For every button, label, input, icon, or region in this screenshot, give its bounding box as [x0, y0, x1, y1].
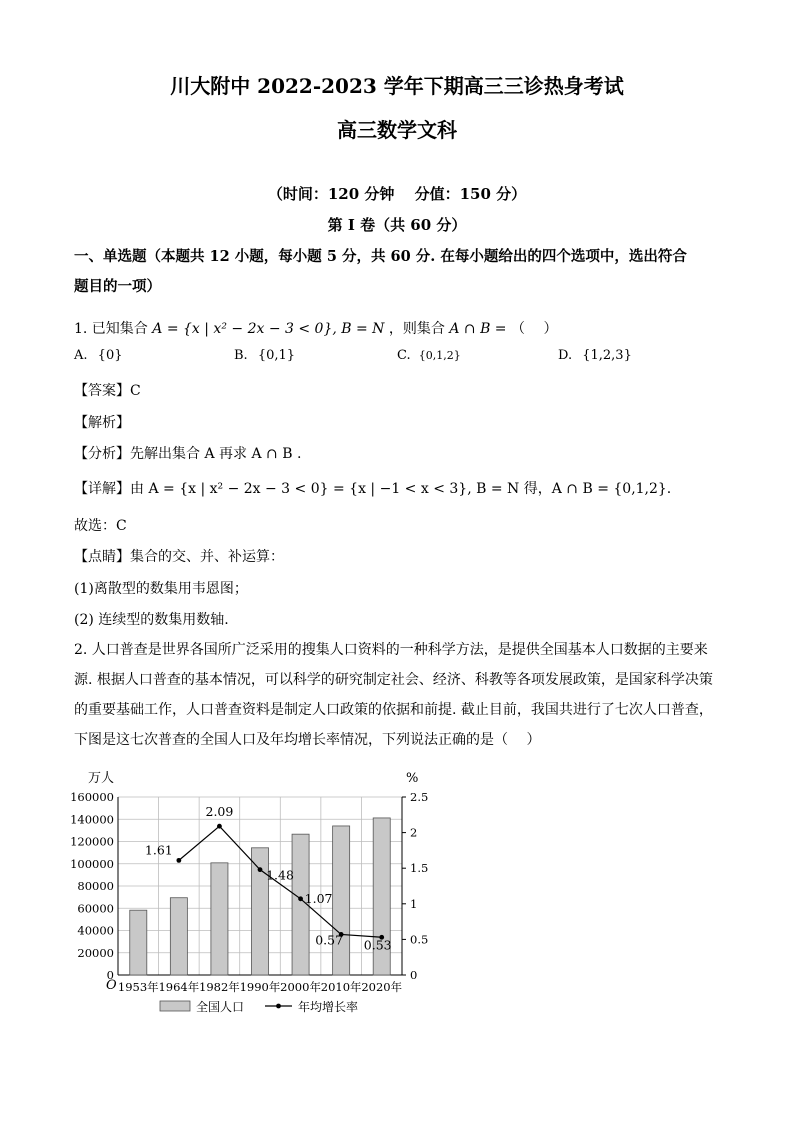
growth-rate-point: [298, 896, 303, 901]
q1-option-a: [74, 348, 123, 363]
option-value: {0,1,2}: [418, 349, 461, 362]
option-label: C.: [397, 348, 411, 363]
q1-fenxi-line: [74, 443, 301, 463]
left-tick-label: 140000: [70, 812, 114, 827]
category-label: 1982年: [199, 980, 240, 994]
category-label: 1990年: [239, 980, 281, 994]
detail-text: 由 A = {x | x² − 2x − 3 < 0} = {x | −1 < x < 3}, B = N 得，A ∩ B = {0,1,2}.: [130, 481, 672, 497]
growth-rate-label: 1.61: [144, 842, 173, 858]
population-bar: [333, 826, 350, 975]
right-tick-label: 0.5: [410, 932, 429, 947]
q1-option-c: [397, 348, 461, 363]
population-bar: [211, 863, 228, 975]
left-tick-label: 160000: [70, 790, 114, 804]
growth-rate-label: 2.09: [205, 804, 234, 820]
fenxi-text: 先解出集合 A 再求 A ∩ B .: [130, 446, 302, 462]
comment-tag: 【点睛】: [74, 549, 130, 565]
q1-target-expression: A ∩ B =: [449, 321, 507, 337]
growth-rate-point: [176, 858, 181, 863]
fenxi-tag: 【分析】: [74, 446, 130, 462]
option-label: B.: [234, 348, 248, 363]
q1-comment-line: [74, 546, 284, 566]
growth-rate-label: 1.07: [304, 890, 333, 906]
growth-rate-point: [217, 824, 222, 829]
right-tick-label: 1.5: [410, 861, 429, 876]
left-tick-label: 80000: [77, 879, 114, 893]
category-label: 2000年: [280, 980, 321, 994]
right-tick-label: 2: [410, 825, 418, 840]
volume-heading: 第 I 卷（共 60 分）: [327, 216, 467, 234]
q1-note-2: (2) 连续型的数集用数轴.: [74, 612, 229, 628]
right-tick-label: 1: [410, 896, 418, 911]
population-bar: [170, 898, 187, 975]
left-tick-label: 40000: [77, 923, 114, 938]
q2-stem: [74, 635, 713, 755]
category-label: 2010年: [320, 980, 362, 994]
option-value: {0,1}: [257, 348, 296, 363]
time-score-info: （时间：120 分钟 分值：150 分）: [267, 185, 527, 203]
q2-line-1: 2. 人口普查是世界各国所广泛采用的搜集人口资料的一种科学方法，是提供全国基本人口数据的主要来: [74, 642, 708, 658]
q2-line-4: 下图是这七次普查的全国人口及年均增长率情况，下列说法正确的是（ ）: [74, 732, 541, 748]
exam-title: 川大附中 2022-2023 学年下期高三三诊热身考试: [170, 74, 624, 98]
left-tick-label: 120000: [70, 834, 114, 849]
option-label: D.: [558, 348, 573, 363]
q1-set-expression: A = {x | x² − 2x − 3 < 0}, B = N: [152, 321, 385, 337]
category-label: 1953年: [117, 980, 159, 994]
growth-rate-label: 0.53: [363, 937, 392, 953]
left-tick-label: 60000: [77, 901, 114, 916]
section-heading-line1: 一、单选题（本题共 12 小题，每小题 5 分，共 60 分. 在每小题给出的四个选项中，选出符合: [74, 248, 687, 265]
right-axis-title: %: [406, 771, 419, 786]
q2-line-2: 源. 根据人口普查的基本情况，可以科学的研究制定社会、经济、科教等各项发展政策，是国家科学决策: [74, 672, 713, 688]
population-chart: [60, 762, 430, 1024]
category-label: 1964年: [158, 980, 200, 994]
q1-analysis-tag: 【解析】: [74, 415, 130, 431]
q1-prefix: 1. 已知集合: [74, 321, 148, 337]
legend-bar-label: 全国人口: [196, 1000, 245, 1014]
q1-stem: [74, 318, 557, 338]
q1-choose: 故选：C: [74, 518, 127, 534]
q1-option-d: [558, 348, 632, 363]
legend-bar-swatch: [160, 1001, 190, 1011]
answer-value: C: [130, 383, 141, 399]
left-tick-label: 0: [106, 968, 114, 982]
right-tick-label: 0: [410, 968, 418, 982]
q1-middle: ，则集合: [388, 321, 445, 337]
q1-option-b: [234, 348, 295, 363]
legend-line-label: 年均增长率: [298, 1000, 359, 1014]
q1-note-1: (1)离散型的数集用韦恩图；: [74, 581, 248, 597]
detail-tag: 【详解】: [74, 481, 130, 497]
exam-subtitle: 高三数学文科: [337, 118, 457, 142]
population-bar: [130, 910, 147, 975]
left-tick-label: 20000: [77, 945, 114, 960]
section-heading-line2: 题目的一项）: [74, 278, 161, 295]
q1-detail-line: [74, 478, 671, 498]
origin-label: O: [106, 978, 117, 993]
growth-rate-label: 0.57: [315, 932, 344, 948]
comment-text: 集合的交、并、补运算：: [130, 549, 284, 565]
q1-blank: （ ）: [511, 321, 558, 337]
right-tick-label: 2.5: [410, 790, 429, 804]
left-axis-title: 万人: [88, 771, 115, 786]
option-value: {1,2,3}: [582, 348, 632, 363]
q2-line-3: 的重要基础工作，人口普查资料是制定人口政策的依据和前提. 截止目前，我国共进行了七次人口普查，: [74, 702, 713, 718]
left-tick-label: 100000: [70, 856, 114, 871]
option-label: A.: [74, 348, 88, 363]
growth-rate-label: 1.48: [266, 867, 294, 883]
legend-line-marker: [276, 1004, 281, 1009]
growth-rate-point: [258, 867, 263, 872]
answer-tag: 【答案】: [74, 383, 130, 399]
category-label: 2020年: [361, 980, 403, 994]
option-value: {0}: [97, 348, 123, 363]
q1-answer-line: [74, 380, 141, 400]
